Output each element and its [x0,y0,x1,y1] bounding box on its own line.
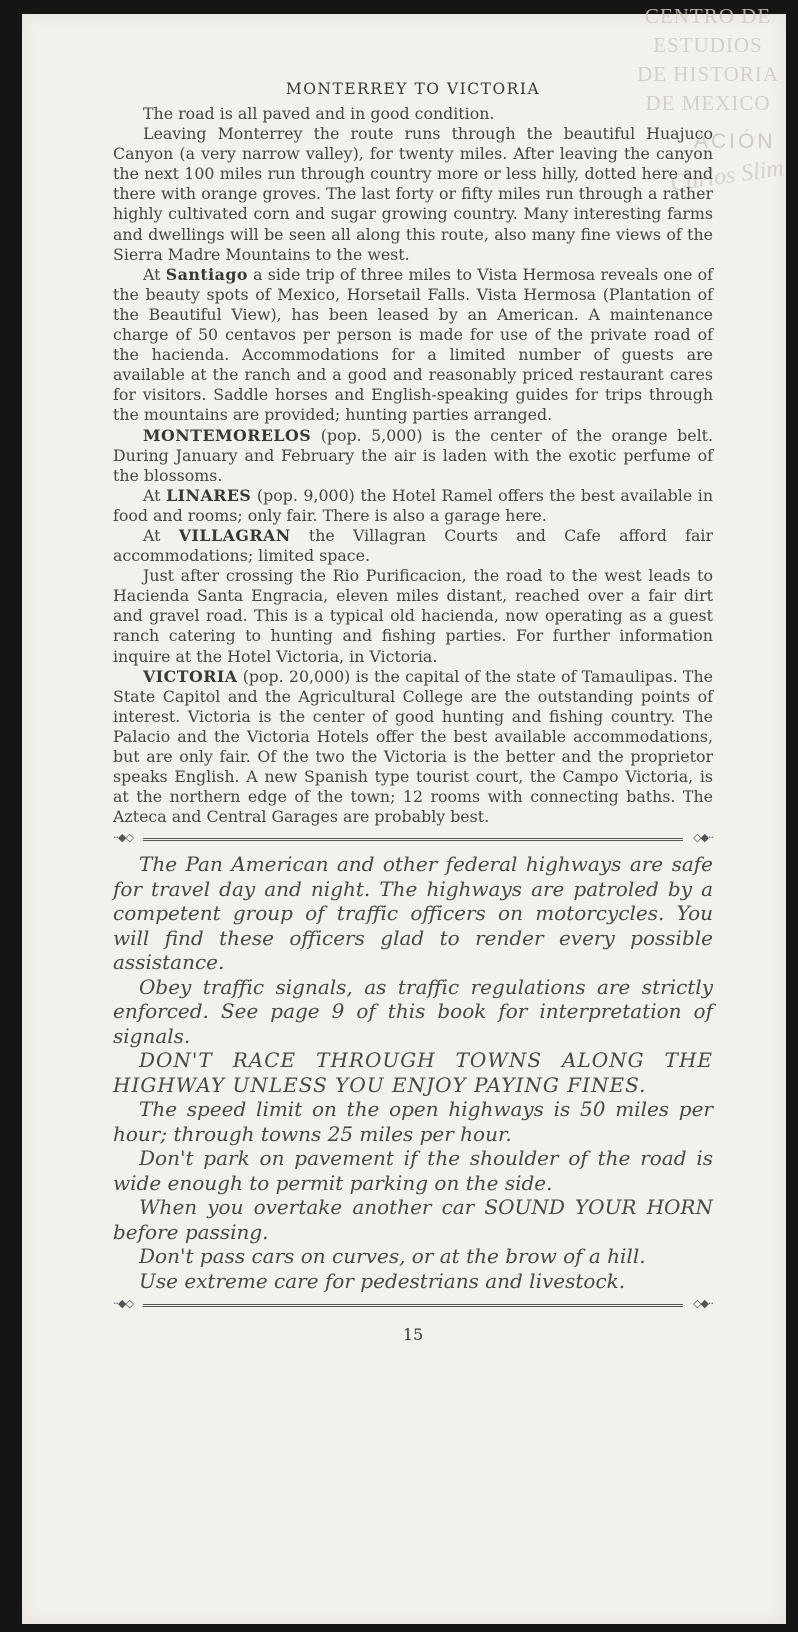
watermark-line: ESTUDIOS [653,33,763,57]
paragraph-text: Leaving Monterrey the route runs through the beautiful Huajuco Canyon (a very narrow valley), for twenty miles. After leaving the canyon the next 100 miles run through country more or less hilly, dotted here and there with orange groves. The last forty or fifty miles run through a rather highly cultivated corn and sugar growing country. Many interesting farms and dwellings will be seen all along this route, also many fine views of the Sierra Madre Mountains to the west. [113,124,713,264]
advice-paragraph: The Pan American and other federal highways are safe for travel day and night. The highways are patroled by a competent group of traffic officers on motorcycles. You will find these officers glad to render every possible assistance. [113,852,713,975]
watermark-accent: ACIÓN [694,130,776,153]
divider-rule [143,838,683,841]
advice-paragraph: Don't park on pavement if the shoulder of the road is wide enough to permit parking on the side. [113,1146,713,1195]
page-number: 15 [402,1325,424,1345]
traffic-advice [113,852,713,1293]
watermark-signature: Carlos Slim [668,155,786,197]
advice-paragraph: The speed limit on the open highways is 50 miles per hour; through towns 25 miles per hour. [113,1097,713,1146]
paragraph [113,526,713,566]
advice-paragraph: When you overtake another car SOUND YOUR HORN before passing. [113,1195,713,1244]
section-heading: MONTERREY TO VICTORIA [285,80,541,98]
paragraph-lead: At [143,264,166,284]
divider-rule [143,1304,683,1307]
advice-paragraph: Don't pass cars on curves, or at the brow of a hill. [139,1244,646,1269]
advice-paragraph: Obey traffic signals, as traffic regulations are strictly enforced. See page 9 of this book for interpretation of signals. [113,974,713,1048]
place-name: LINARES [166,485,252,505]
advice-paragraph: Use extreme care for pedestrians and livestock. [139,1268,626,1293]
page-content [113,78,713,1344]
place-name: VILLAGRAN [178,525,291,545]
divider-ornament-icon: ◇◆·· [693,1297,713,1311]
paragraph-text: (pop. 5,000) is the center of the orange belt. During January and February the air is laden with the exotic perfume of the blossoms. [113,425,713,485]
watermark-line: DE HISTORIA [637,62,779,86]
paragraph [113,426,713,486]
paragraph [113,566,713,666]
divider-ornament-icon: ··◆◇ [113,1297,133,1311]
divider-ornament-icon: ◇◆·· [693,831,713,845]
ornamental-divider [113,831,713,845]
paragraph-lead: At [143,485,167,505]
paragraph-text: The road is all paved and in good condition. [143,104,495,123]
route-description [113,104,713,827]
ornamental-divider [113,1297,713,1311]
advice-paragraph: DON'T RACE THROUGH TOWNS ALONG THE HIGHWAY UNLESS YOU ENJOY PAYING FINES. [113,1048,713,1097]
paragraph [113,486,713,526]
place-name: MONTEMORELOS [143,425,312,445]
place-name: VICTORIA [143,666,238,686]
paragraph [113,667,713,828]
divider-ornament-icon: ··◆◇ [113,831,133,845]
watermark-line: DE MEXICO [645,91,771,115]
paragraph-lead: At [143,525,179,545]
watermark-line: CENTRO DE [644,4,772,28]
place-name: Santiago [165,264,248,284]
paragraph-text: Just after crossing the Rio Purificacion, the road to the west leads to Hacienda Santa Engracia, eleven miles distant, reached over a fair dirt and gravel road. This is a typical old hacienda, now operating as a guest ranch catering to hunting and fishing parties. For further information inquire at the Hotel Victoria, in Victoria. [113,566,713,666]
paragraph [113,265,713,426]
paragraph [113,104,713,124]
paragraph-text: the Villagran Courts and Cafe afford fair accommodations; limited space. [113,525,713,566]
paragraph-text: (pop. 9,000) the Hotel Ramel offers the best available in food and rooms; only fair. There is also a garage here. [113,485,713,525]
paragraph-text: a side trip of three miles to Vista Hermosa reveals one of the beauty spots of Mexico, Horsetail Falls. Vista Hermosa (Plantation of the Beautiful View), has been leased by an American. A maintenance charge of 50 centavos per person is made for use of the private road of the hacienda. Accommodations for a limited number of guests are available at the ranch and a good and reasonably priced restaurant cares for visitors. Saddle horses and English-speaking guides for trips through the mountains are provided; hunting parties arranged. [113,264,714,425]
paragraph-text: (pop. 20,000) is the capital of the state of Tamaulipas. The State Capitol and the Agricultural College are the outstanding points of interest. Victoria is the center of good hunting and fishing country. The Palacio and the Victoria Hotels offer the best available accommodations, but are only fair. Of the two the Victoria is the better and the proprietor speaks English. A new Spanish type tourist court, the Campo Victoria, is at the northern edge of the town; 12 rooms with connecting baths. The Azteca and Central Garages are probably best. [113,666,713,827]
paragraph [113,124,713,265]
